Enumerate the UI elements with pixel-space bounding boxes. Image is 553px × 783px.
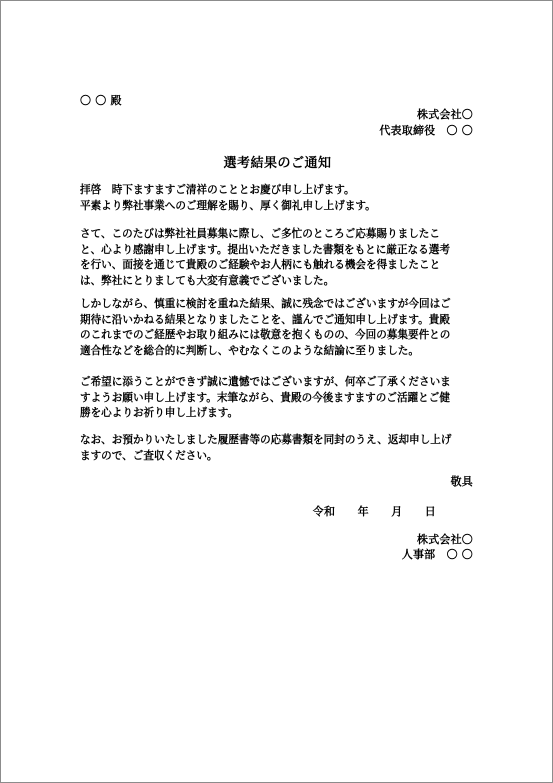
addressee: 〇 〇 殿	[80, 94, 122, 107]
text-line: ますので、ご査収ください。	[80, 449, 218, 462]
text-line: さて、このたびは弊社社員募集に際し、ご多忙のところご応募賜りましたこ	[80, 228, 440, 240]
text-line: なお、お預かりいたしました履歴書等の応募書類を同封のうえ、返却申し上げ	[80, 434, 452, 446]
text-line: と、心より感謝申し上げます。提出いただきました書類をもとに厳正なる選考	[80, 243, 450, 256]
text-line: を行い、面接を通じて貴殿のご経験やお人柄にも触れる機会を得ましたこと	[80, 259, 441, 271]
text-line: 拝啓 時下ますますご清祥のこととお慶び申し上げます。	[80, 184, 355, 196]
text-line: すようお願い申し上げます。末筆ながら、貴殿の今後ますますのご活躍とご健	[80, 391, 450, 404]
paragraph-return-documents	[80, 433, 478, 464]
text-line: ご希望に添うことができず誠に遺憾ではございますが、何卒ご了承くださいま	[80, 376, 451, 388]
paragraph-result	[80, 297, 478, 359]
paragraph-greeting	[80, 183, 478, 214]
document-title: 選考結果のご通知	[223, 156, 332, 171]
text-line: 勝を心よりお祈り申し上げます。	[80, 407, 239, 419]
paragraph-apology	[80, 375, 478, 422]
text-line: は、弊社にとりましても大変有意義でございました。	[80, 274, 335, 287]
sender-representative: 代表取締役 〇 〇	[379, 124, 473, 137]
closing-department: 人事部 〇 〇	[401, 548, 473, 561]
text-line: しかしながら、慎重に検討を重ねた結果、誠に残念ではございますが今回はご	[80, 298, 451, 310]
text-line: 適合性などを総合的に判断し、やむなくこのような結論に至りました。	[80, 344, 419, 357]
sender-company: 株式会社〇	[417, 108, 473, 121]
closing-keigu: 敬具	[450, 475, 473, 488]
text-line: 期待に沿いかねる結果となりましたことを、謹んでご通知申し上げます。貴殿	[80, 313, 450, 326]
paragraph-thanks	[80, 227, 478, 289]
text-line: のこれまでのご経歴やお取り組みには敬意を抱くものの、今回の募集要件との	[80, 329, 451, 341]
closing-company: 株式会社〇	[417, 533, 473, 546]
closing-date: 令和 年 月 日	[312, 505, 436, 518]
text-line: 平素より弊社事業へのご理解を賜り、厚く御礼申し上げます。	[80, 199, 376, 212]
